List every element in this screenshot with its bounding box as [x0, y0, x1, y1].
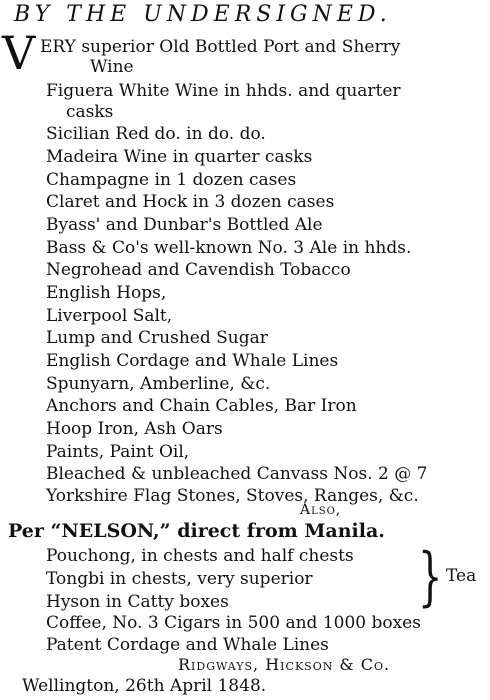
merchant-signature: Ridgways, Hickson & Co.: [178, 655, 391, 674]
list-item: Paints, Paint Oil,: [46, 442, 190, 462]
list-item: English Hops,: [46, 283, 167, 303]
list-item: Madeira Wine in quarter casks: [46, 147, 313, 167]
tea-item: Tongbi in chests, very superior: [46, 569, 313, 589]
list-item: Claret and Hock in 3 dozen cases: [46, 192, 335, 212]
list-item: ERY superior Old Bottled Port and Sherry: [40, 37, 401, 57]
list-item: Wine: [90, 57, 134, 77]
drop-cap: V: [2, 26, 36, 80]
list-item: Spunyarn, Amberline, &c.: [46, 374, 271, 394]
list-item: Negrohead and Cavendish Tobacco: [46, 260, 351, 280]
list-item: Liverpool Salt,: [46, 306, 173, 326]
list-item: casks: [66, 102, 114, 122]
shipment-heading: Per “NELSON,” direct from Manila.: [8, 520, 385, 542]
list-item: English Cordage and Whale Lines: [46, 351, 339, 371]
list-item: Champagne in 1 dozen cases: [46, 170, 297, 190]
list-item: Anchors and Chain Cables, Bar Iron: [46, 396, 357, 416]
list-item: Bleached & unbleached Canvass Nos. 2 @ 7: [46, 464, 428, 484]
advertisement-heading: BY THE UNDERSIGNED.: [14, 2, 392, 27]
list-item: Bass & Co's well-known No. 3 Ale in hhds.: [46, 238, 412, 258]
curly-brace-icon: }: [418, 540, 443, 614]
tea-label: Tea: [446, 566, 477, 586]
list-item: Yorkshire Flag Stones, Stoves, Ranges, &c.: [46, 486, 419, 506]
list-item: Sicilian Red do. in do. do.: [46, 124, 266, 144]
also-label: Also,: [300, 502, 342, 518]
list-item: Lump and Crushed Sugar: [46, 328, 268, 348]
list-item: Figuera White Wine in hhds. and quarter: [46, 81, 401, 101]
tea-item: Hyson in Catty boxes: [46, 592, 229, 612]
list-item: Byass' and Dunbar's Bottled Ale: [46, 215, 323, 235]
list-item: Hoop Iron, Ash Oars: [46, 419, 223, 439]
tea-item: Pouchong, in chests and half chests: [46, 546, 354, 566]
dateline: Wellington, 26th April 1848.: [22, 676, 267, 696]
list-item: Patent Cordage and Whale Lines: [46, 635, 329, 655]
list-item: Coffee, No. 3 Cigars in 500 and 1000 boxes: [46, 613, 421, 633]
